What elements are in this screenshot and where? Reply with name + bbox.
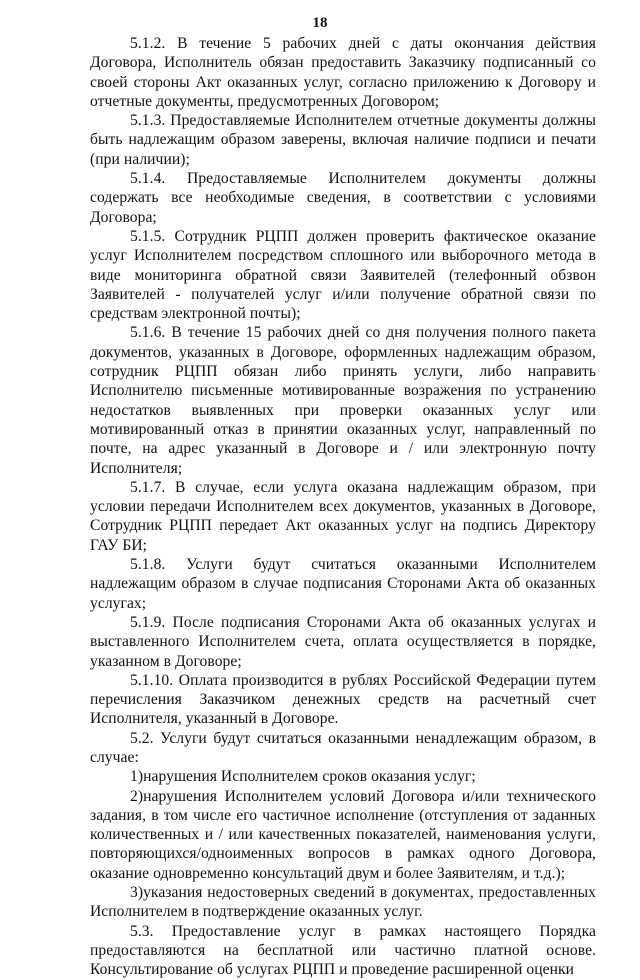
paragraph-5-2: 5.2. Услуги будут считаться оказанными ненадлежащим образом, в случае: <box>90 729 596 766</box>
paragraph-5-1-5: 5.1.5. Сотрудник РЦПП должен проверить фактическое оказание услуг Исполнителем посредством сплошного или выборочного метода в виде мониторинга обратной связи Заявителей (телефонный обзвон Заявителей - получателей услуг и/или получение обратной связи по средствам электронной почты); <box>90 227 596 323</box>
list-item-2: 2)нарушения Исполнителем условий Договора и/или технического задания, в том числе его частичное исполнение (отступления от заданных количественных и / или качественных показателей, наименования услуги, повторяющихся/одноименных вопросов в рамках одного Договора, оказание одновременно консультаций двум и более Заявителям, и т.д.); <box>90 787 596 882</box>
page-number: 18 <box>312 15 328 31</box>
paragraph-5-1-6: 5.1.6. В течение 15 рабочих дней со дня получения полного пакета документов, указанных в Договоре, оформленных надлежащим образом, сотрудник РЦПП обязан либо принять услуги, либо направить Исполнителю письменные мотивированные возражения по устранению недостатков выявленных при проверки оказанных услуг или мотивированный отказ в принятии оказанных услуг, направленный по почте, на адрес указанный в Договоре и / или электронную почту Исполнителя; <box>90 324 596 477</box>
paragraph-5-1-9: 5.1.9. После подписания Сторонами Акта об оказанных услугах и выставленного Исполнителем счета, оплата осуществляется в порядке, указанном в Договоре; <box>90 613 596 670</box>
paragraph-5-3: 5.3. Предоставление услуг в рамках настоящего Порядка предоставляются на бесплатной или частично платной основе. Консультирование об услугах РЦПП и проведение расширенной оценки <box>90 922 596 979</box>
paragraph-5-1-10: 5.1.10. Оплата производится в рублях Российской Федерации путем перечисления Заказчиком денежных средств на расчетный счет Исполнителя, указанный в Договоре. <box>90 671 596 728</box>
paragraph-5-1-7: 5.1.7. В случае, если услуга оказана надлежащим образом, при условии передачи Исполнителем всех документов, указанных в Договоре, Сотрудник РЦПП передает Акт оказанных услуг на подпись Директору ГАУ БИ; <box>90 478 596 554</box>
paragraph-5-1-4: 5.1.4. Предоставляемые Исполнителем документы должны содержать все необходимые сведения, в соответствии с условиями Договора; <box>90 170 596 226</box>
paragraph-5-1-8: 5.1.8. Услуги будут считаться оказанными Исполнителем надлежащим образом в случае подписания Сторонами Акта об оказанных услугах; <box>90 556 596 612</box>
paragraph-5-1-2: 5.1.2. В течение 5 рабочих дней с даты окончания действия Договора, Исполнитель обязан предоставить Заказчику подписанный со своей стороны Акт оказанных услуг, согласно приложению к Договору и отчетные документы, предусмотренных Договором; <box>90 35 596 110</box>
document-body <box>90 34 596 980</box>
list-item-3: 3)указания недостоверных сведений в документах, предоставленных Исполнителем в подтверждение оказанных услуг. <box>90 884 596 921</box>
paragraph-5-1-3: 5.1.3. Предоставляемые Исполнителем отчетные документы должны быть надлежащим образом заверены, включая наличие подписи и печати (при наличии); <box>90 112 596 168</box>
list-item-1: 1)нарушения Исполнителем сроков оказания услуг; <box>130 768 476 786</box>
